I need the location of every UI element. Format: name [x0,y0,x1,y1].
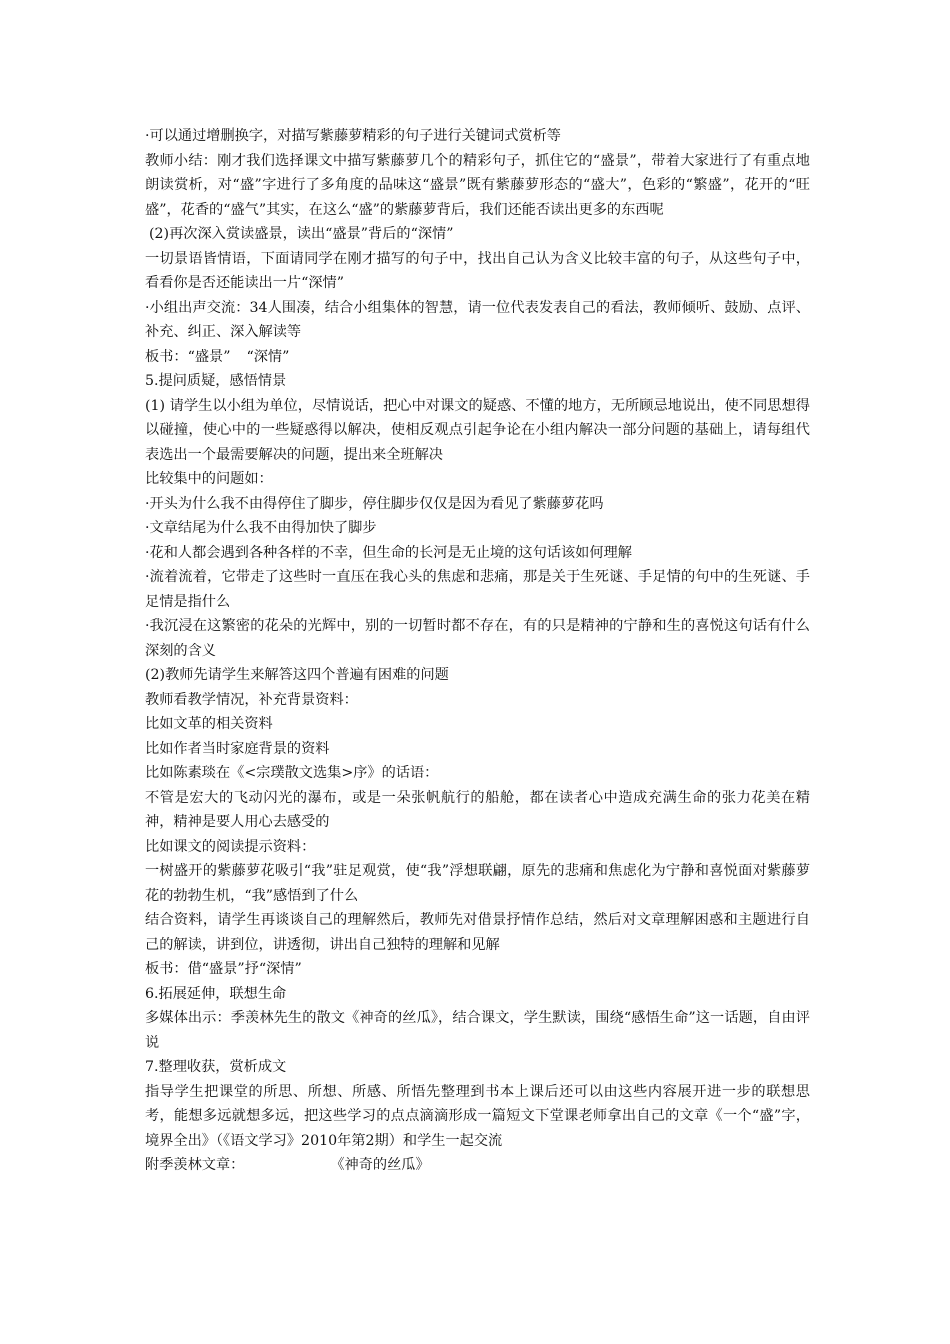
paragraph-14: 多媒体出示：季羡林先生的散文《神奇的丝瓜》，结合课文，学生默读，围绕“感悟生命”这一话题，自由评说 [145,1010,810,1051]
section-6-heading: 6.拓展延伸，联想生命 [145,985,287,1002]
appendix-title: 《神奇的丝瓜》 [330,1157,430,1173]
appendix-label: 附季羡林文章： [145,1157,245,1173]
question-2: ·文章结尾为什么我不由得加快了脚步 [145,520,377,536]
paragraph-10: 比如作者当时家庭背景的资料 [145,740,330,757]
paragraph-6: 比较集中的问题如： [145,471,273,487]
quote-1: 不管是宏大的飞动闪光的瀑布，或是一朵张帆航行的船舱，都在读者心中造成充满生命的张力花美在精神，精神是要人用心去感受的 [145,789,810,830]
paragraph-3: 一切景语皆情语，下面请同学在刚才描写的句子中，找出自己认为含义比较丰富的句子，从这些句子中，看看你是否还能读出一片“深情” [145,250,810,291]
question-1: ·开头为什么我不由得停住了脚步，停住脚步仅仅是因为看见了紫藤萝花吗 [145,495,604,512]
paragraph-15: 指导学生把课堂的所思、所想、所感、所悟先整理到书本上课后还可以由这些内容展开进一步的联想思考，能想多远就想多远，把这些学习的点点滴滴形成一篇短文下堂课老师拿出自己的文章《一个“盛”字，境界全出》（《语文学习》2010年第2期）和学生一起交流 [145,1083,810,1149]
paragraph-7: (2)教师先请学生来解答这四个普遍有困难的问题 [145,667,449,683]
paragraph-12: 比如课文的阅读提示资料： [145,838,316,855]
board-note-1-a: 板书：“盛景” [145,348,231,365]
paragraph-11: 比如陈素琰在《<宗璞散文选集>序》的话语： [145,765,439,781]
board-note-1 [145,345,810,370]
paragraph-13: 结合资料，请学生再谈谈自己的理解然后，教师先对借景抒情作总结，然后对文章理解困惑和主题进行自己的解读，讲到位，讲透彻，讲出自己独特的理解和见解 [145,912,810,953]
paragraph-4: ·小组出声交流：34人围凑，结合小组集体的智慧，请一位代表发表自己的看法，教师倾听、鼓励、点评、补充、纠正、深入解读等 [145,299,810,340]
paragraph-9: 比如文革的相关资料 [145,716,273,732]
question-5: ·我沉浸在这繁密的花朵的光辉中，别的一切暂时都不存在，有的只是精神的宁静和生的喜悦这句话有什么深刻的含义 [145,618,810,659]
document-body [145,124,810,1178]
paragraph-1: ·可以通过增删换字，对描写紫藤萝精彩的句子进行关键词式赏析等 [145,128,561,144]
quote-2: 一树盛开的紫藤萝花吸引“我”驻足观赏，使“我”浮想联翩，原先的悲痛和焦虑化为宁静和喜悦面对紫藤萝花的勃勃生机，“我”感悟到了什么 [145,863,810,904]
paragraph-5: (1) 请学生以小组为单位，尽情说话，把心中对课文的疑惑、不懂的地方，无所顾忌地说出，使不同思想得以碰撞，使心中的一些疑惑得以解决，使相反观点引起争论在小组内解决一部分问题的基础上，请每组代表选出一个最需要解决的问题，提出来全班解决 [145,397,810,463]
question-3: ·花和人都会遇到各种各样的不幸，但生命的长河是无止境的这句话该如何理解 [145,544,632,561]
board-note-1-b: “深情” [246,348,290,365]
section-7-heading: 7.整理收获，赏析成文 [145,1059,287,1075]
paragraph-2: 教师小结：刚才我们选择课文中描写紫藤萝几个的精彩句子，抓住它的“盛景”，带着大家进行了有重点地朗读赏析，对“盛”字进行了多角度的品味这“盛景”既有紫藤萝形态的“盛大”，色彩的“繁盛”，花开的“旺盛”，花香的“盛气”其实，在这么“盛”的紫藤萝背后，我们还能否读出更多的东西呢 [145,152,810,218]
paragraph-8: 教师看教学情况，补充背景资料： [145,691,358,708]
question-4: ·流着流着，它带走了这些时一直压在我心头的焦虑和悲痛，那是关于生死谜、手足情的句中的生死谜、手足情是指什么 [145,569,810,610]
subheading-2: (2)再次深入赏读盛景，读出“盛景”背后的“深情” [149,226,454,242]
section-5-heading: 5.提问质疑，感悟情景 [145,373,287,389]
board-note-2: 板书：借“盛景”抒“深情” [145,961,302,977]
appendix-line [145,1153,810,1178]
